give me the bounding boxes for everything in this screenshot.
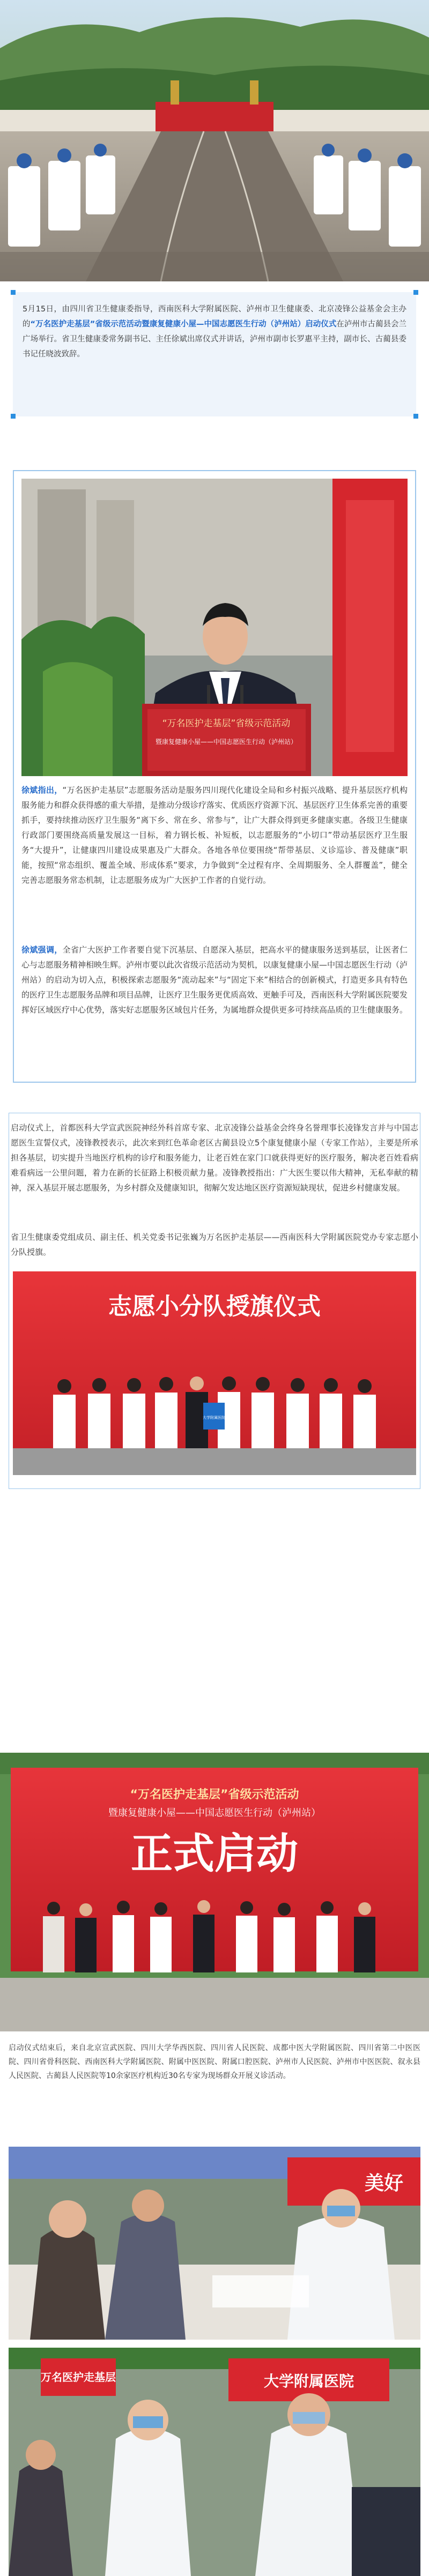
- podium-line1: “万名医护走基层”省级示范活动: [162, 718, 291, 729]
- photo-stage-launch: [0, 1753, 429, 2031]
- intro-text-before: 由四川省卫生健康委指导，西南医科大学附属医院、泸州市卫生健康委、北京凌锋公益基金会主办的: [23, 305, 406, 329]
- stage-line1: “万名医护走基层”省级示范活动: [130, 1788, 299, 1801]
- clinic-sign: 美好: [364, 2172, 404, 2194]
- flag-ceremony-title: 志愿小分队授旗仪式: [108, 1293, 321, 1320]
- intro-section: [13, 292, 416, 416]
- speech-text-2: 全省广大医护工作者要自觉下沉基层、自愿深入基层，把高水平的健康服务送到基层，让医者仁心与志愿服务精神相映生辉。泸州市要以此次省级示范活动为契机，以康复健康小屋—中国志愿医生行动（泸州站）的启动为切入点，积极探索志愿服务“流动起来”与“固定下来”相结合的创新模式，打造更多具有特色的医疗卫生志愿服务品牌和项目品牌，让医疗卫生服务更优质高效、更触手可及，西南医科大学附属医院要发挥好区域医疗中心优势，落实好志愿服务区域包片任务，为属地群众提供更多可持续高品质的卫生健康服务。: [21, 945, 408, 1015]
- intro-date: 5月15日，: [23, 305, 62, 314]
- after-ceremony-caption: 启动仪式结束后，来自北京宣武医院、四川大学华西医院、四川省人民医院、成都中医大学附属医院、四川省第二中医医院、四川省骨科医院、西南医科大学附属医院、附属中医医院、附属口腔医院、泸州市人民医院、泸州市中医医院、叙永县人民医院、古蔺县人民医院等10余家医疗机构近30名专家为现场群众开展义诊活动。: [9, 2044, 420, 2080]
- photo-flag-ceremony: [13, 1271, 416, 1475]
- intro-paragraph: [23, 302, 406, 362]
- intro-text-after: 在泸州市古蔺县会兰广场举行。省卫生健康委常务副书记、主任徐斌出席仪式并讲话，泸州市副市长罗惠平主持，副市长、古蔺县委书记任晓波致辞。: [23, 320, 407, 359]
- flag-label: 大学附属医院: [203, 1416, 225, 1420]
- photo-plaza-ceremony: [0, 0, 429, 281]
- podium-line2: 暨康复健康小屋——中国志愿医生行动（泸州站）: [155, 738, 298, 746]
- speech-lead-1: 徐斌指出，: [21, 785, 63, 795]
- speech-paragraph-1: [21, 783, 408, 888]
- photo-free-clinic-2: [9, 2348, 420, 2576]
- speech-text-1: “万名医护走基层”志愿服务活动是服务四川现代化建设全局和乡村振兴战略、提升基层医疗机构服务能力和群众获得感的重大举措，是推动分级诊疗落实、优质医疗资源下沉、基层医疗卫生体系完善的重要抓手，要持续推动医疗卫生服务“离下乡、常在乡、常参与”，让广大群众得到更多健康实惠。各级卫生健康行政部门要围绕高质量发展这一目标，着力钢长板、补短板，以志愿服务的“小切口”带动基层医疗卫生服务“大提升”，让健康四川建设成果惠及广大群众。各地各单位要围绕“帮带基层、义诊巡诊、普及健康”职能，按照“常态组织、覆盖全域、形成体系”要求，力争做到“全过程有序、全周期服务、全人群覆盖”，健全完善志愿服务常态机制，让志愿服务成为广大医护工作者的自觉行动。: [21, 785, 408, 885]
- stage-main-title: 正式启动: [130, 1830, 299, 1878]
- intro-event-name: “万名医护走基层”省级示范活动暨康复健康小屋—中国志愿医生行动（泸州站）启动仪式: [30, 320, 337, 329]
- clinic-sign-2: 大学附属医院: [263, 2372, 354, 2390]
- photo-official-speech: [21, 479, 408, 776]
- photo-free-clinic-1: [9, 2147, 420, 2340]
- clinic-top-banner: 万名医护走基层: [41, 2371, 116, 2384]
- speech-lead-2: 徐斌强调，: [21, 945, 63, 955]
- speech-paragraph-2: [21, 942, 408, 1017]
- launch-paragraph: 启动仪式上，首都医科大学宣武医院神经外科首席专家、北京凌锋公益基金会终身名誉理事长凌锋发言并与中国志愿医生宣誓仪式，凌锋教授表示，此次来到红色革命老区古蔺县设立5个康复健康小屋（专家工作站），主要是所承担各基层，切实提升当地医疗机构的诊疗和服务能力，让老百姓在家门口就获得更好的医疗服务，解决老百姓看病难看病远一公里问题，着力在新的长征路上积极贡献力量。凌锋教授指出：广大医生要以伟大精神，无私奉献的精神，深入基层开展志愿服务，为乡村群众及健康知识，彻解欠发达地区医疗资源短缺现状，促进乡村健康发展。: [11, 1123, 418, 1193]
- stage-line2: 暨康复健康小屋——中国志愿医生行动（泸州站）: [108, 1807, 321, 1819]
- flag-paragraph: 省卫生健康委党组成员、副主任、机关党委书记张巍为万名医护走基层——西南医科大学附属医院党办专家志愿小分队授旗。: [11, 1232, 418, 1257]
